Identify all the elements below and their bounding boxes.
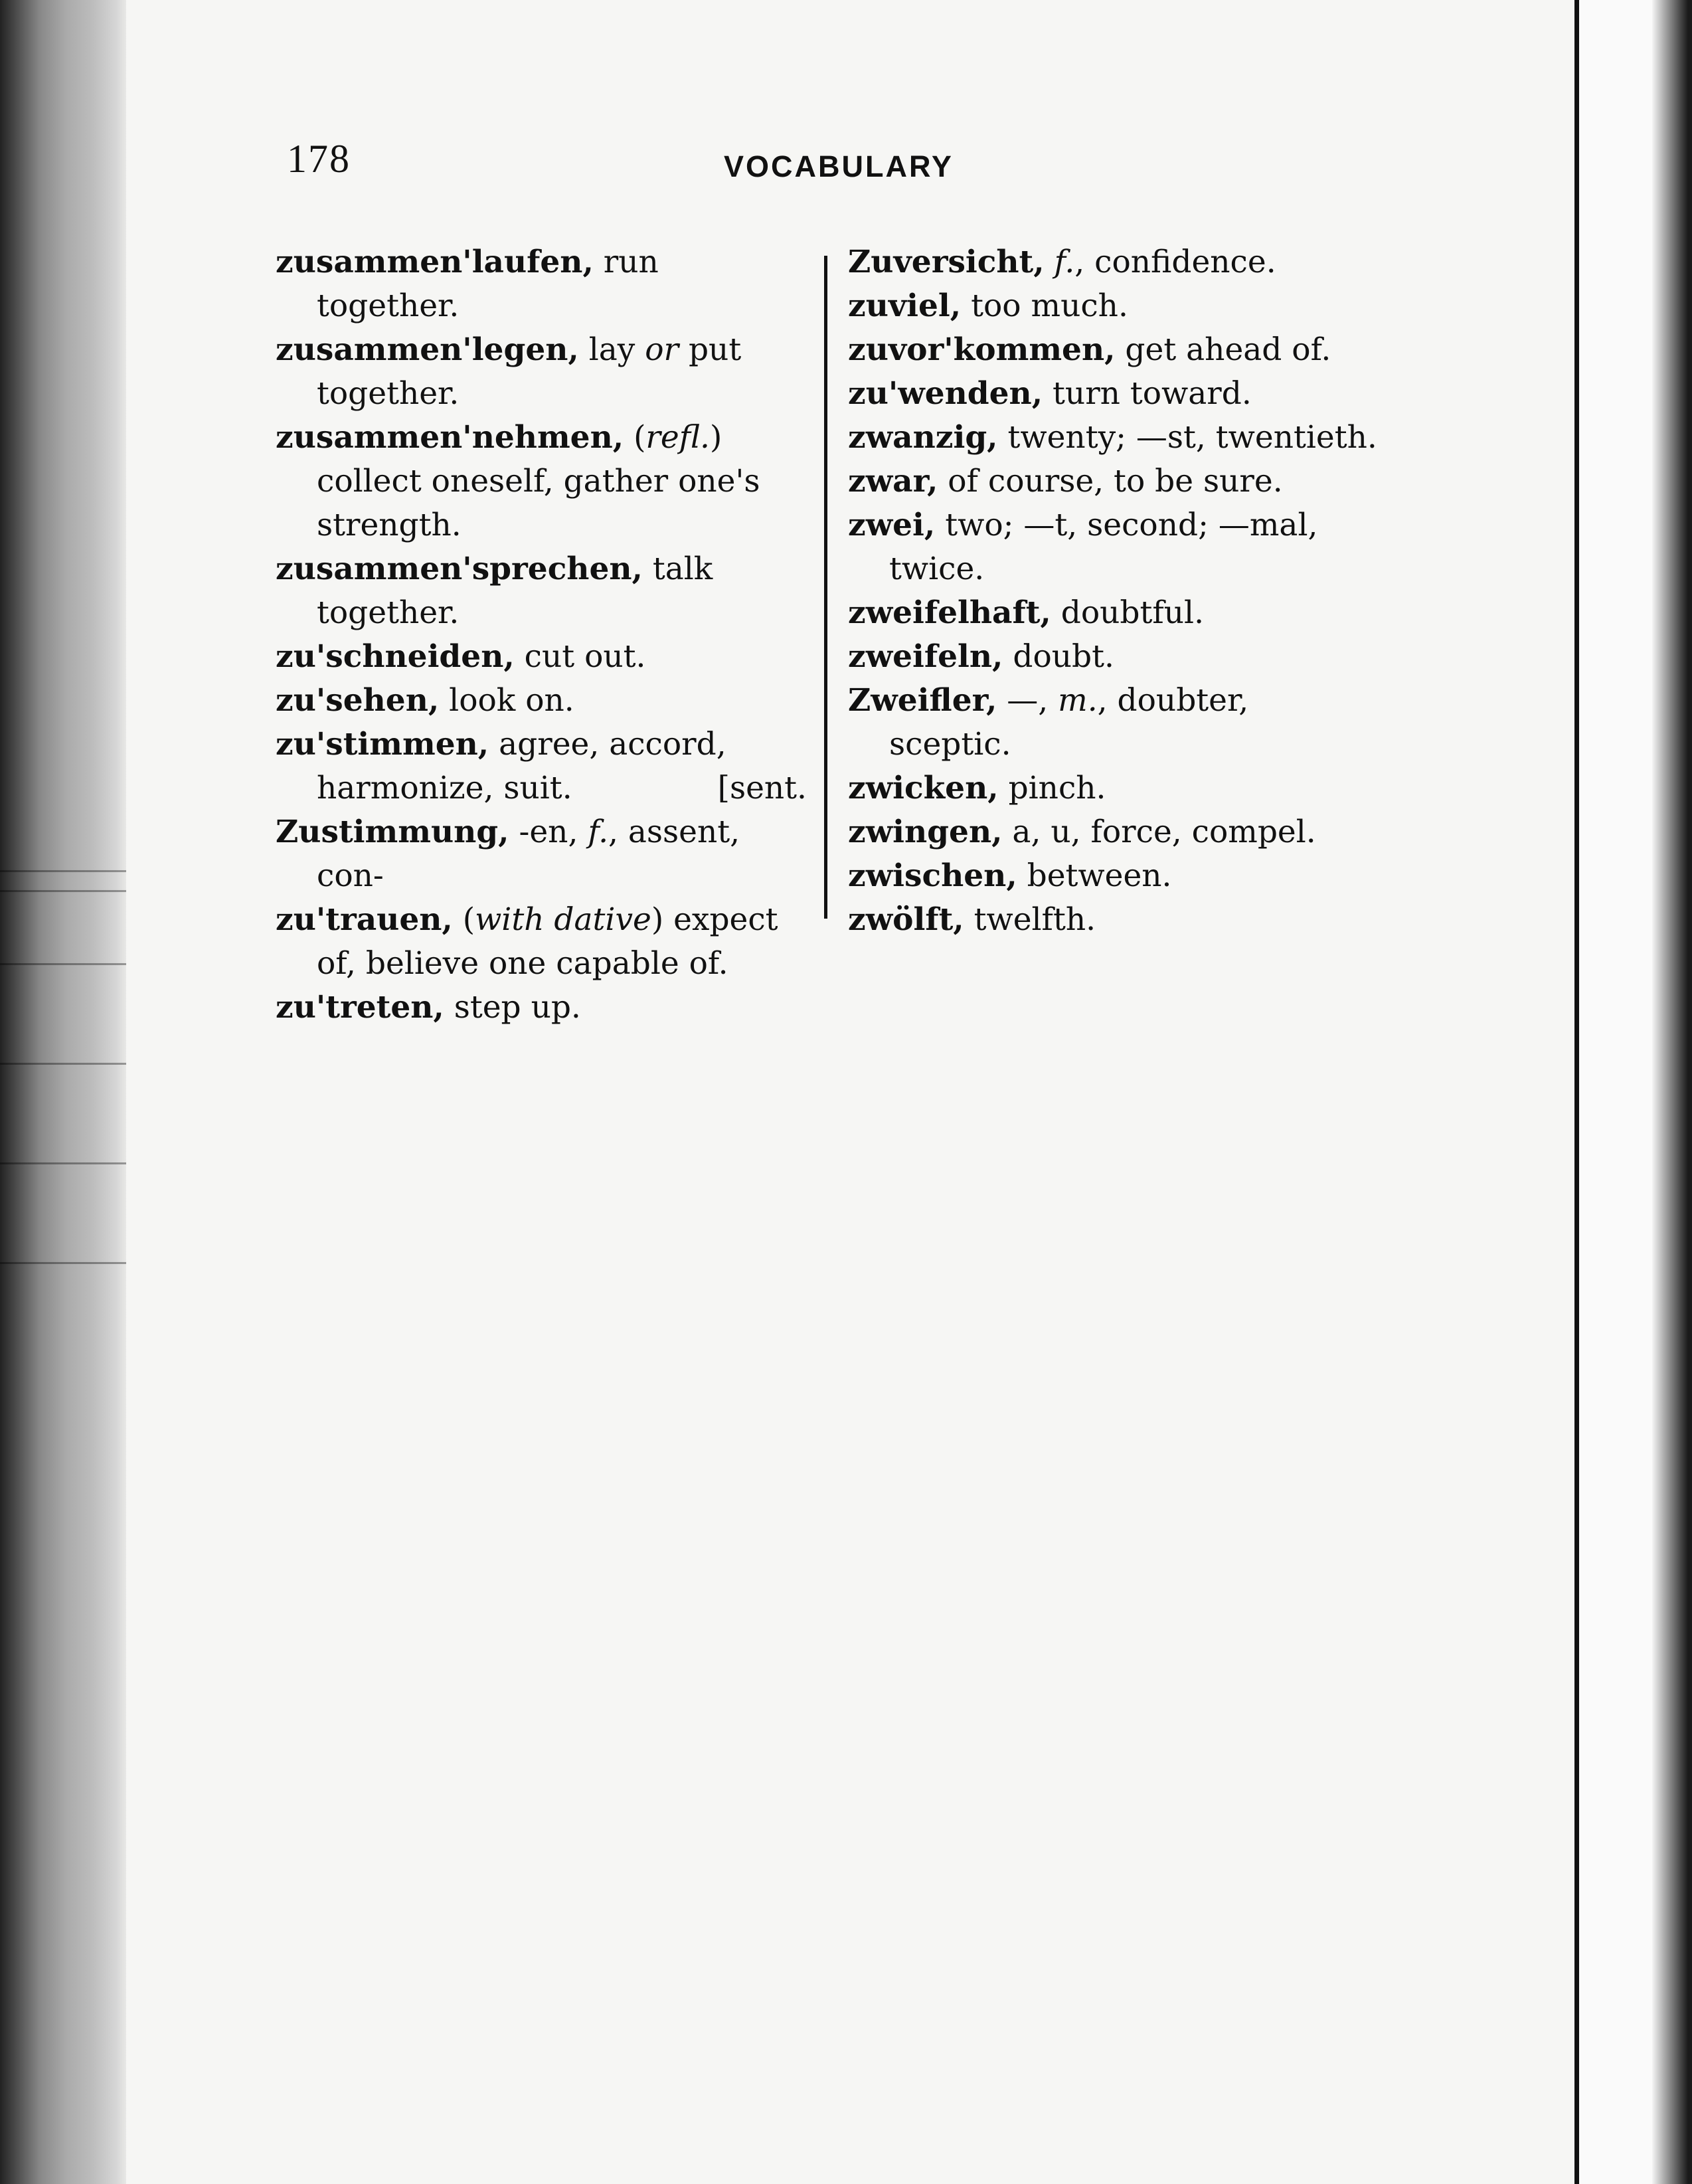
vocab-entry: zu'stimmen, agree, accord, harmonize, suit. [sent. [276,723,807,810]
vocab-entry: zwar, of course, to be sure. [848,463,1283,500]
vocab-entry: zu'wenden, turn toward. [848,375,1252,412]
vocab-entry: zusammen'nehmen, (refl.) collect oneself, gather one's strength. [276,419,760,543]
vocab-entry: zusammen'laufen, run together. [276,244,659,324]
book-gutter-edge [0,0,126,2184]
vocab-entry: zusammen'sprechen, talk together. [276,551,713,631]
page-number: 178 [287,137,351,181]
vocab-entry: Zustimmung, -en, f., assent, con- [276,814,740,894]
facing-page-edge [1574,0,1692,2184]
vocab-entry: zwölft, twelfth. [848,901,1096,938]
vocab-entry: zwei, two; —t, second; —mal, twice. [848,507,1318,587]
vocabulary-column-left [276,240,807,1030]
vocab-entry: Zweifler, —, m., doubter, sceptic. [848,682,1249,763]
vocab-entry: zwischen, between. [848,858,1172,894]
vocab-entry: zu'sehen, look on. [276,682,574,719]
vocabulary-column-right [848,240,1379,942]
carryover-text: [sent. [717,770,807,806]
vocab-entry: zuvor'kommen, get ahead of. [848,331,1331,368]
vocab-entry: zweifelhaft, doubtful. [848,594,1205,631]
vocab-entry: zu'schneiden, cut out. [276,638,646,675]
vocab-entry: zwanzig, twenty; —st, twentieth. [848,419,1377,456]
column-divider [824,256,827,919]
vocab-entry: zweifeln, doubt. [848,638,1114,675]
vocab-entry: zwingen, a, u, force, compel. [848,814,1316,850]
vocab-entry: zu'treten, step up. [276,989,581,1026]
vocab-entry: zuviel, too much. [848,288,1128,324]
vocab-entry: zwicken, pinch. [848,770,1106,806]
vocab-entry: zusammen'legen, lay or put together. [276,331,742,412]
running-head: VOCABULARY [724,149,954,183]
vocab-entry: zu'trauen, (with dative) expect of, believe one capable of. [276,901,778,982]
vocab-entry: Zuversicht, f., confidence. [848,244,1276,280]
